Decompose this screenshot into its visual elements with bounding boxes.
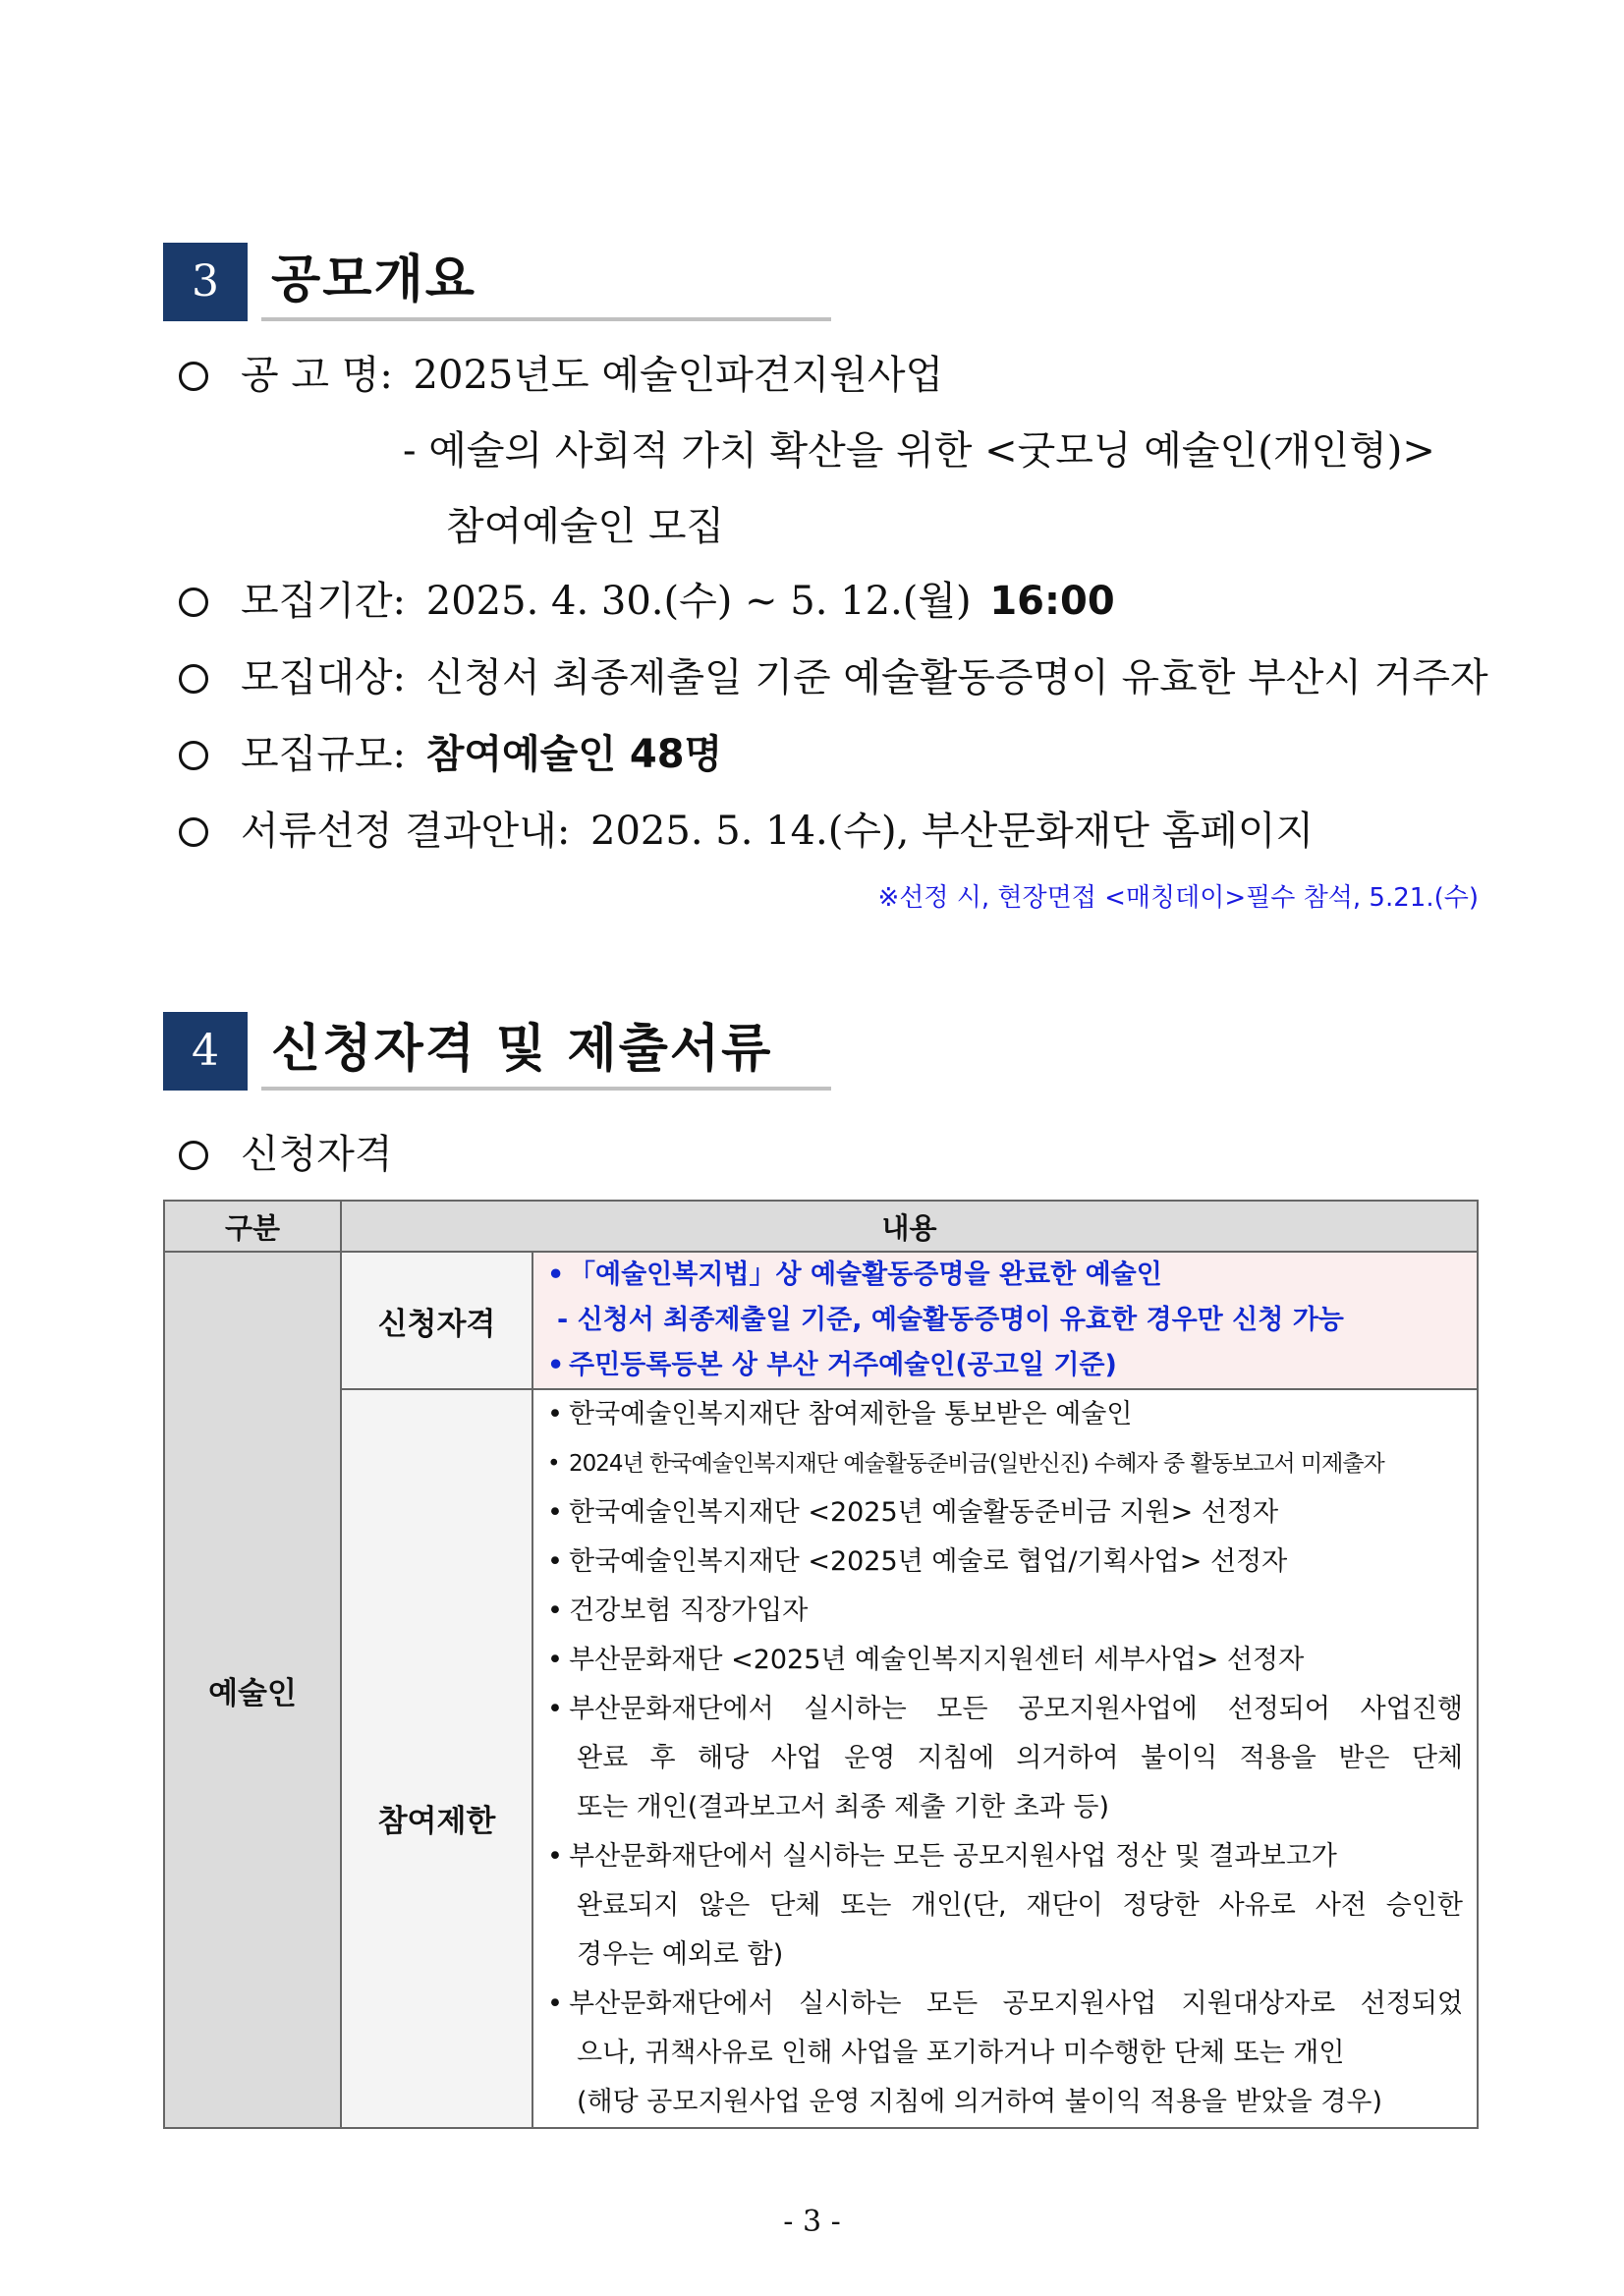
list-item: - 신청서 최종제출일 기준, 예술활동증명이 유효한 경우만 신청 가능 bbox=[557, 1305, 1344, 1335]
result-notice-line bbox=[241, 807, 1314, 856]
recruit-period-line bbox=[241, 577, 1115, 626]
restriction-label-cell: 참여제한 bbox=[341, 1389, 532, 2128]
recruit-period-label: 모집기간: bbox=[241, 579, 407, 624]
recruit-period-value: 2025. 4. 30.(수) ~ 5. 12.(월) bbox=[425, 579, 972, 624]
list-item-cont: 완료되지 않은 단체 또는 개인(단, 재단이 정당한 사유로 사전 승인한 bbox=[577, 1890, 1463, 1921]
circle-bullet-icon bbox=[179, 362, 208, 391]
section-3-number: 3 bbox=[163, 243, 248, 321]
page-number: - 3 - bbox=[783, 2205, 841, 2239]
result-notice-label: 서류선정 결과안내: bbox=[241, 809, 571, 854]
table-row bbox=[164, 1389, 1478, 2128]
notice-name-value: 2025년도 예술인파견지원사업 bbox=[413, 353, 944, 398]
section-4-number: 4 bbox=[163, 1012, 248, 1091]
col-category-header: 구분 bbox=[164, 1201, 341, 1252]
list-item: • 한국예술인복지재단 <2025년 예술활동준비금 지원> 선정자 bbox=[547, 1497, 1279, 1528]
circle-bullet-icon bbox=[179, 741, 208, 770]
section-3-title: 공모개요 bbox=[271, 251, 476, 309]
list-item-cont: 완료 후 해당 사업 운영 지침에 의거하여 불이익 적용을 받은 단체 bbox=[577, 1743, 1463, 1773]
eligibility-content-cell bbox=[532, 1252, 1478, 1389]
notice-name-label: 공 고 명: bbox=[241, 353, 393, 398]
recruit-target-line bbox=[241, 653, 1488, 702]
list-item: • 한국예술인복지재단 참여제한을 통보받은 예술인 bbox=[547, 1399, 1133, 1429]
circle-bullet-icon bbox=[179, 1141, 208, 1170]
list-item-cont: (해당 공모지원사업 운영 지침에 의거하여 불이익 적용을 받았을 경우) bbox=[577, 2087, 1383, 2117]
list-item: • 부산문화재단에서 실시하는 모든 공모지원사업 지원대상자로 선정되었 bbox=[547, 1988, 1463, 2019]
list-item: • 한국예술인복지재단 <2025년 예술로 협업/기획사업> 선정자 bbox=[547, 1546, 1288, 1577]
list-item: • 부산문화재단 <2025년 예술인복지지원센터 세부사업> 선정자 bbox=[547, 1645, 1305, 1675]
list-item: • 「예술인복지법」상 예술활동증명을 완료한 예술인 bbox=[547, 1260, 1162, 1290]
circle-bullet-icon bbox=[179, 817, 208, 847]
circle-bullet-icon bbox=[179, 664, 208, 694]
list-item-cont: 으나, 귀책사유로 인해 사업을 포기하거나 미수행한 단체 또는 개인 bbox=[577, 2038, 1345, 2068]
recruit-target-value: 신청서 최종제출일 기준 예술활동증명이 유효한 부산시 거주자 bbox=[425, 655, 1488, 700]
interview-note: ※선정 시, 현장면접 <매칭데이>필수 참석, 5.21.(수) bbox=[877, 883, 1479, 913]
category-cell: 예술인 bbox=[164, 1252, 341, 2128]
notice-name-sub1: - 예술의 사회적 가치 확산을 위한 <굿모닝 예술인(개인형)> bbox=[403, 428, 1435, 474]
list-item: • 2024년 한국예술인복지재단 예술활동준비금(일반신진) 수혜자 중 활동보고서 미제출자 bbox=[547, 1451, 1384, 1477]
recruit-scale-label: 모집규모: bbox=[241, 732, 407, 777]
eligibility-table bbox=[163, 1200, 1479, 2129]
col-content-header: 내용 bbox=[341, 1201, 1478, 1252]
eligibility-heading: 신청자격 bbox=[241, 1132, 393, 1177]
list-item: • 건강보험 직장가입자 bbox=[547, 1596, 809, 1626]
notice-name-sub2: 참여예술인 모집 bbox=[446, 504, 725, 549]
eligibility-label-cell: 신청자격 bbox=[341, 1252, 532, 1389]
recruit-target-label: 모집대상: bbox=[241, 655, 407, 700]
list-item: • 부산문화재단에서 실시하는 모든 공모지원사업에 선정되어 사업진행 bbox=[547, 1694, 1463, 1724]
recruit-period-time: 16:00 bbox=[989, 579, 1115, 624]
table-header-row bbox=[164, 1201, 1478, 1252]
circle-bullet-icon bbox=[179, 588, 208, 617]
notice-name-line bbox=[241, 351, 943, 400]
recruit-scale-line bbox=[241, 730, 722, 779]
section-4-underline bbox=[261, 1087, 831, 1091]
section-4-title: 신청자격 및 제출서류 bbox=[271, 1020, 773, 1079]
result-notice-value: 2025. 5. 14.(수), 부산문화재단 홈페이지 bbox=[590, 809, 1315, 854]
list-item-cont: 또는 개인(결과보고서 최종 제출 기한 초과 등) bbox=[577, 1792, 1110, 1822]
list-item: • 부산문화재단에서 실시하는 모든 공모지원사업 정산 및 결과보고가 bbox=[547, 1841, 1337, 1872]
table-row bbox=[164, 1252, 1478, 1389]
restriction-content-cell bbox=[532, 1389, 1478, 2128]
list-item: • 주민등록등본 상 부산 거주예술인(공고일 기준) bbox=[547, 1350, 1117, 1380]
list-item-cont: 경우는 예외로 함) bbox=[577, 1939, 784, 1970]
section-3-underline bbox=[261, 317, 831, 321]
recruit-scale-value: 참여예술인 48명 bbox=[425, 732, 723, 777]
